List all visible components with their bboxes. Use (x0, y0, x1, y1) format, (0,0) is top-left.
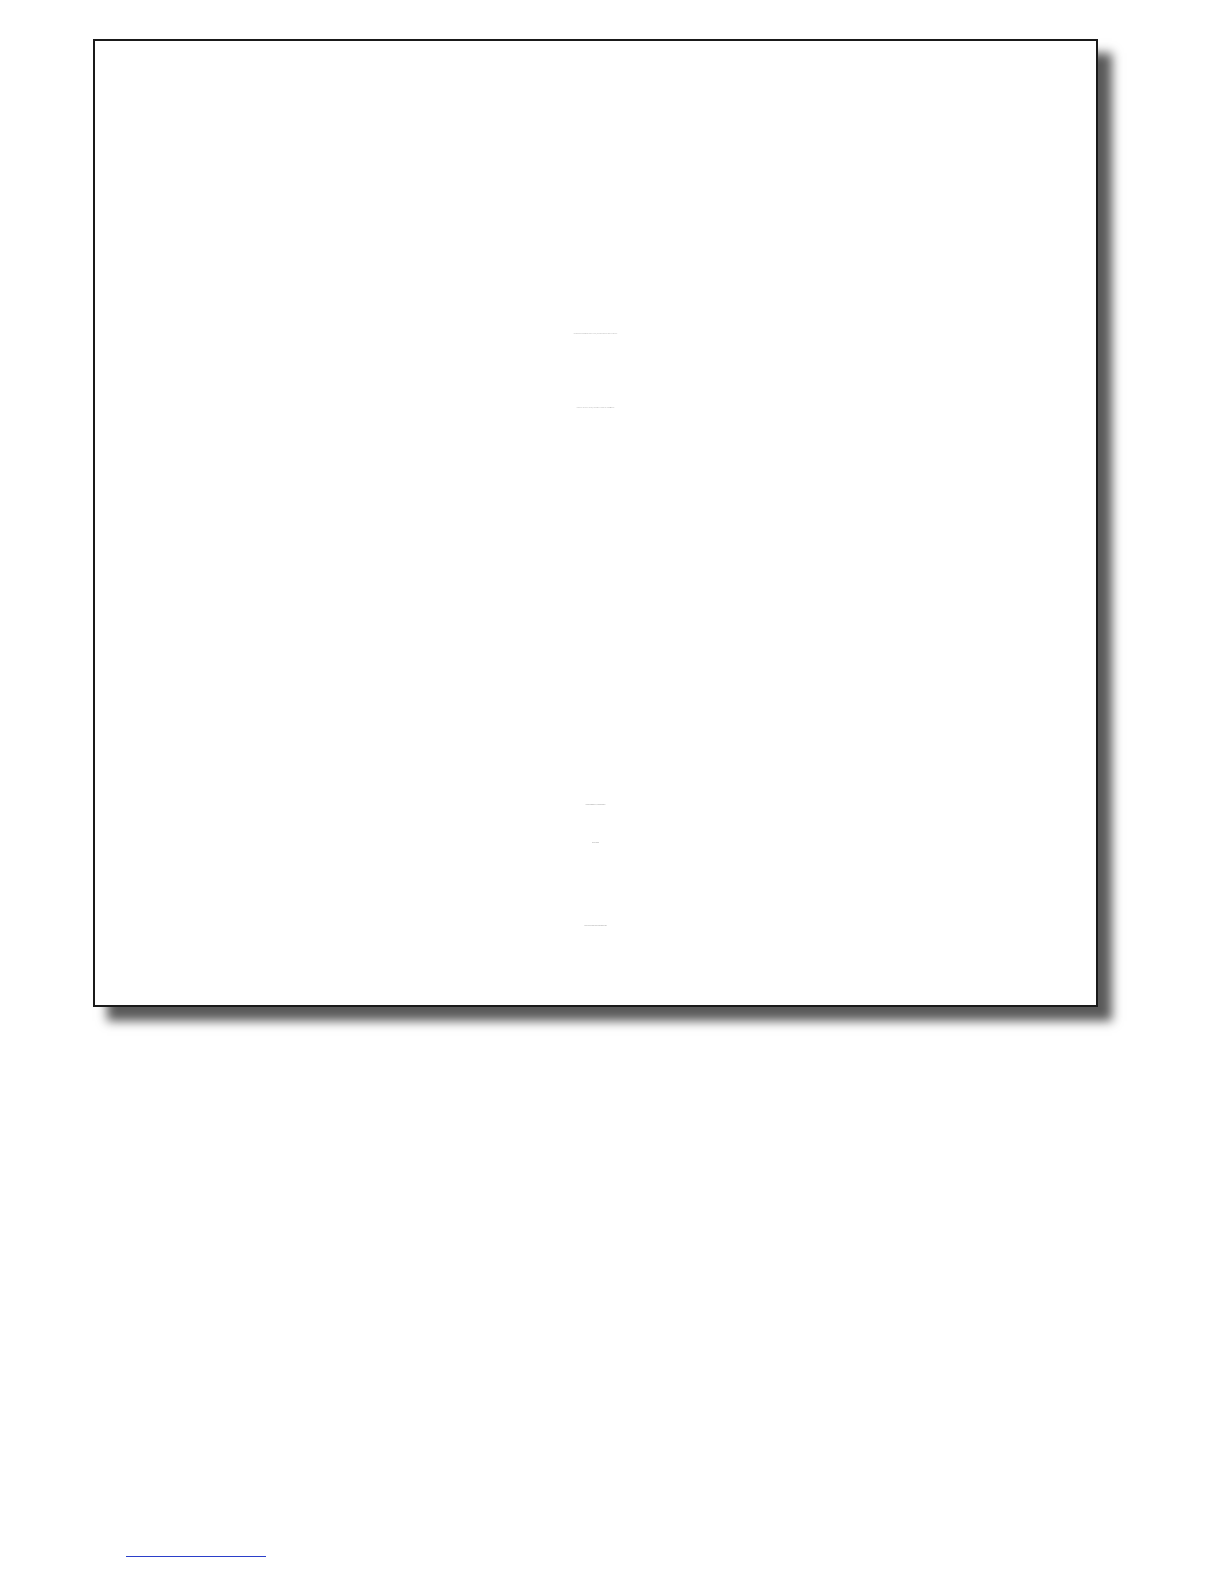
title-line-ru (95, 805, 1096, 806)
multilingual-title-box (93, 39, 1098, 1007)
title-line-uk (95, 926, 1096, 927)
footer-rule (126, 1556, 266, 1557)
title-line-da: INSTRUKTIONER VEDRØRENDE INSTALLATION, VEDLIGEHOLDELSE OG BRUG AF EMHÆTTE (573, 334, 618, 335)
title-line-el: ΟΔΗΓΙΕΣ ΓΙΑ ΤΗΝ ΕΓΚΑΤΑΣΤΑΣΗ, ΣΥΝΤΗΡΗΣΗ ΚΑΙ ΧΡΗΣΗ ΤΟΥ ΑΠΟΡΡΟΦΗΤΗΡΑ (576, 408, 615, 409)
title-line-ru-cont (95, 843, 1096, 844)
